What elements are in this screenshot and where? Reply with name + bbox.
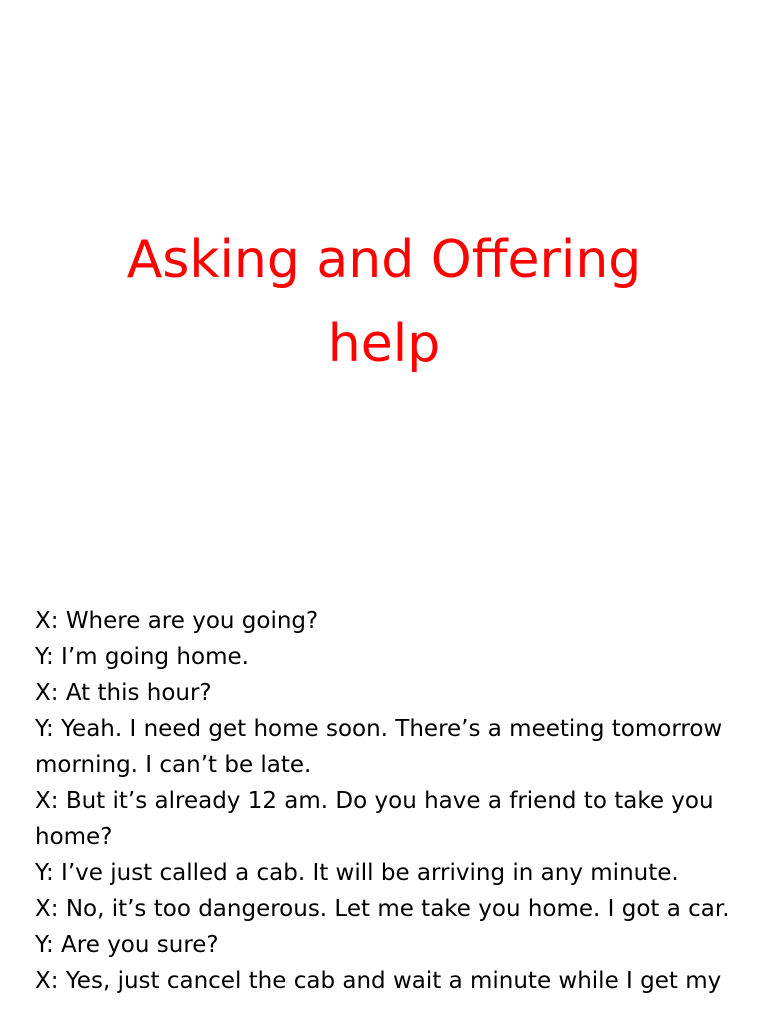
dialogue-line: X: No, it’s too dangerous. Let me take you home. I got a car.: [35, 896, 730, 922]
dialogue-line: X: Yes, just cancel the cab and wait a minute while I get my: [35, 968, 722, 994]
dialogue-line: Y: I’ve just called a cab. It will be arriving in any minute.: [35, 860, 679, 886]
dialogue-text: [35, 603, 755, 999]
title-line-2: help: [327, 314, 441, 374]
dialogue-line: Y: Yeah. I need get home soon. There’s a meeting tomorrow morning. I can’t be late.: [35, 716, 723, 778]
slide-title: [64, 218, 704, 386]
dialogue-line: X: At this hour?: [35, 680, 212, 706]
dialogue-line: Y: Are you sure?: [35, 932, 219, 958]
dialogue-line: Y: I’m going home.: [35, 644, 249, 670]
dialogue-line: X: Where are you going?: [35, 608, 319, 634]
title-line-1: Asking and Offering: [126, 230, 642, 290]
dialogue-line: X: But it’s already 12 am. Do you have a friend to take you home?: [35, 788, 714, 850]
